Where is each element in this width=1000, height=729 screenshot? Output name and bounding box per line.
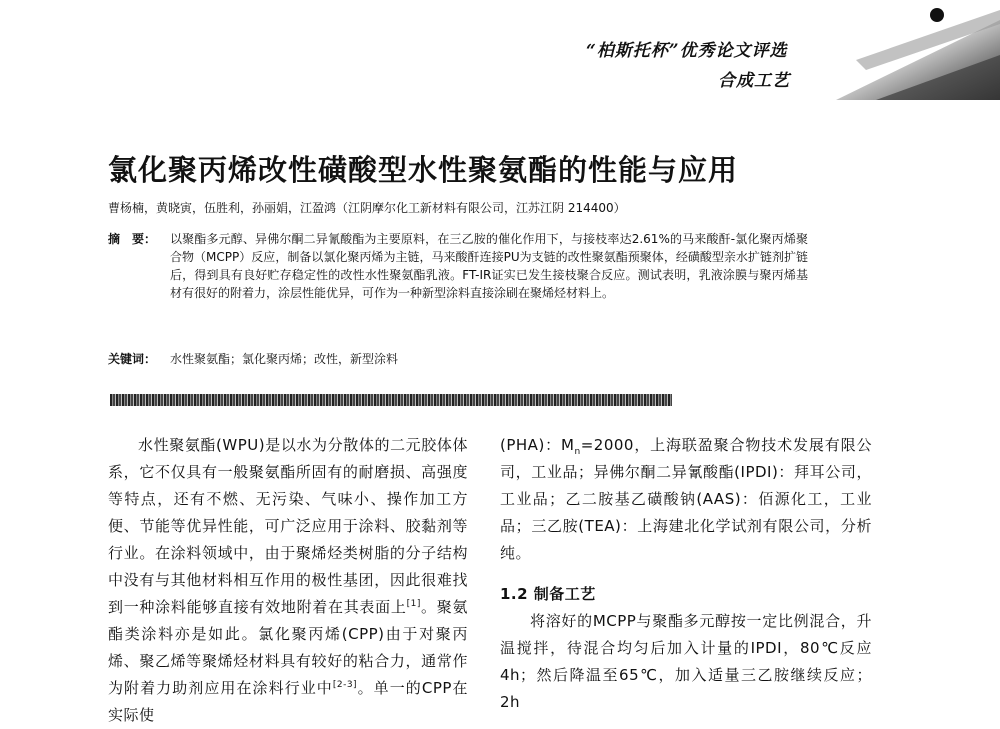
intro-paragraph: [108, 432, 468, 729]
body-column-left: [108, 432, 468, 729]
materials-text-a: (PHA)：M: [500, 436, 575, 454]
corner-decoration: [836, 0, 1000, 100]
abstract: [108, 230, 808, 302]
series-label: “柏斯托杯”优秀论文评选: [586, 41, 788, 61]
keywords-text: 水性聚氨酯；氯化聚丙烯；改性，新型涂料: [170, 352, 399, 366]
procedure-paragraph: 将溶好的MCPP与聚酯多元醇按一定比例混合，升温搅拌，待混合均匀后加入计量的IPDI，80℃反应4h；然后降温至65℃，加入适量三乙胺继续反应；2h: [500, 612, 872, 711]
registration-dot: [930, 8, 944, 22]
intro-text-a: 水性聚氨酯(WPU)是以水为分散体的二元胶体体系，它不仅具有一般聚氨酯所固有的耐磨损、高强度等特点，还有不燃、无污染、气味小、操作加工方便、节能等优异性能，可广泛应用于涂料、胶黏剂等行业。在涂料领域中，由于聚烯烃类树脂的分子结构中没有与其他材料相互作用的极性基团，因此很难找到一种涂料能够直接有效地附着在其表面上: [108, 436, 468, 616]
abstract-text: 以聚酯多元醇、异佛尔酮二异氰酸酯为主要原料，在三乙胺的催化作用下，与接枝率达2.61%的马来酸酐-氯化聚丙烯聚合物（MCPP）反应，制备以氯化聚丙烯为主链，马来酸酐连接PU为支链的改性聚氨酯预聚体，经磺酸型亲水扩链剂扩链后，得到具有良好贮存稳定性的改性水性聚氨酯乳液。FT-IR证实已发生接枝聚合反应。测试表明，乳液涂膜与聚丙烯基材有很好的附着力，涂层性能优异，可作为一种新型涂料直接涂刷在聚烯烃材料上。: [170, 232, 808, 300]
body-column-right: [500, 432, 872, 716]
materials-paragraph: [500, 432, 872, 567]
citation-2-3: [2-3]: [332, 680, 358, 690]
author-line: 曹杨楠，黄晓寅，伍胜利，孙丽娟，江盈鸿（江阴摩尔化工新材料有限公司，江苏江阴 214400）: [108, 201, 626, 215]
section-label: 合成工艺: [718, 71, 790, 91]
keywords-label: 关键词：: [108, 352, 157, 366]
materials-text-b: =2000，上海联盈聚合物技术发展有限公司，工业品；异佛尔酮二异氰酸酯(IPDI)：拜耳公司，工业品；乙二胺基乙磺酸钠(AAS)：佰源化工，工业品；三乙胺(TEA)：上海建北化学试剂有限公司，分析纯。: [500, 436, 873, 562]
subsection-heading: 1.2 制备工艺: [500, 585, 596, 603]
keywords: [108, 350, 398, 367]
abstract-label: 摘 要：: [108, 232, 157, 246]
materials-subscript: n: [574, 447, 581, 457]
section-divider: [110, 394, 672, 406]
intro-text-c: 。单一的CPP在实际使: [108, 679, 468, 724]
citation-1: [1]: [406, 599, 421, 609]
article-title: 氯化聚丙烯改性磺酸型水性聚氨酯的性能与应用: [108, 153, 739, 187]
intro-text-b: 。聚氨酯类涂料亦是如此。氯化聚丙烯(CPP)由于对聚丙烯、聚乙烯等聚烯烃材料具有较好的粘合力，通常作为附着力助剂应用在涂料行业中: [108, 598, 468, 697]
